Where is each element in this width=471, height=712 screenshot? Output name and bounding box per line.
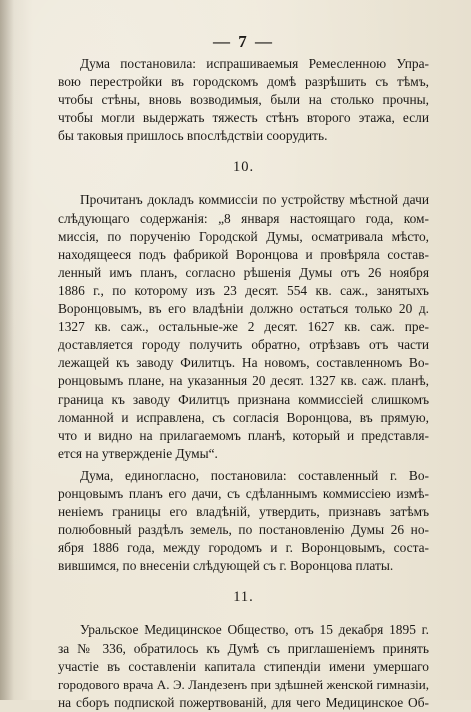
text-line: слѣдующаго содержанія: „8 января настоящаго года, ком- — [58, 210, 429, 226]
text-line: ется на утвержденіе Думы“. — [58, 445, 218, 461]
text-line: 1327 кв. саж., остальные-же 2 десят. 1627 кв. саж. пре- — [58, 319, 429, 335]
section-number-11: 11. — [233, 589, 254, 606]
text-line: что и видно на прилагаемомъ планѣ, который и представля- — [58, 427, 429, 443]
text-line: бы таковыя пришлось впослѣдствіи соорудить. — [58, 128, 328, 144]
section-number-10: 10. — [232, 159, 255, 176]
text-line: участіе въ составленіи капитала стипендіи имени умершаго — [58, 658, 429, 674]
paragraph-commission-report — [58, 191, 429, 462]
text-line: Уральское Медицинское Общество, отъ 15 декабря 1895 г. — [80, 622, 429, 638]
page-number-header: — 7 — — [213, 32, 274, 51]
text-line: ленный имъ планъ, согласно рѣшенія Думы отъ 26 ноября — [58, 264, 429, 280]
text-line: ября 1886 года, между городомъ и г. Воронцовымъ, соста- — [58, 540, 429, 556]
text-line: за № 336, обратилось къ Думѣ съ приглашеніемъ принять — [58, 640, 429, 656]
text-line: вою перестройки въ городскомъ домѣ разрѣшить съ тѣмъ, — [58, 74, 429, 90]
text-line: доставляется городу получить обратно, отрѣзавъ отъ части — [58, 337, 429, 353]
text-line: вившимся, по внесеніи слѣдующей съ г. Воронцова платы. — [58, 558, 394, 574]
text-line: Дума, единогласно, постановила: составленный г. Во- — [80, 467, 429, 483]
text-line: чтобы стѣны, вновь возводимыя, были на столько прочны, — [58, 92, 429, 108]
text-line: полюбовный раздѣлъ земель, по постановленію Думы 26 но- — [58, 522, 429, 538]
text-line: Прочитанъ докладъ коммиссіи по устройству мѣстной дачи — [80, 192, 429, 208]
text-line: чтобы могли выдержать тяжесть стѣнъ второго этажа, если — [58, 110, 429, 126]
text-line: Воронцовымъ, въ его владѣніи должно остаться только 20 д. — [58, 301, 429, 317]
text-line: лежащей къ заводу Филитцъ. На новомъ, составленномъ Во- — [58, 355, 429, 371]
paragraph-duma-resolution-building — [58, 55, 429, 145]
text-line: ронцовымъ планъ его дачи, съ сдѣланнымъ коммиссіею измѣ- — [58, 485, 429, 501]
text-line: находящееся подъ фабрикой Воронцова и провѣряла состав- — [58, 246, 429, 262]
text-line: миссія, по порученію Городской Думы, осматривала мѣсто, — [58, 228, 429, 244]
text-line: граница къ заводу Филитцъ признана коммиссіей слишкомъ — [58, 391, 429, 407]
text-line: городового врача А. Э. Ландезенъ при здѣшней женской гимназіи, — [58, 676, 429, 692]
text-line: ломанной и исправлена, съ согласія Воронцова, въ прямую, — [58, 409, 429, 425]
text-line: на сборъ подпиской пожертвованій, для чего Медицинское Об- — [58, 694, 429, 710]
text-line: Дума постановила: испрашиваемыя Ремесленною Упра- — [80, 56, 429, 71]
text-line: неніемъ границы его владѣній, утвердить, признавъ затѣмъ — [58, 504, 429, 520]
paragraph-duma-resolution-plan — [58, 467, 429, 576]
text-line: ронцовымъ плане, на указанныя 20 десят. 1327 кв. саж. планѣ, — [58, 373, 429, 389]
text-line: 1886 г., по которому изъ 23 десят. 554 кв. саж., занятыхъ — [58, 282, 429, 298]
paragraph-medical-society — [58, 621, 429, 711]
